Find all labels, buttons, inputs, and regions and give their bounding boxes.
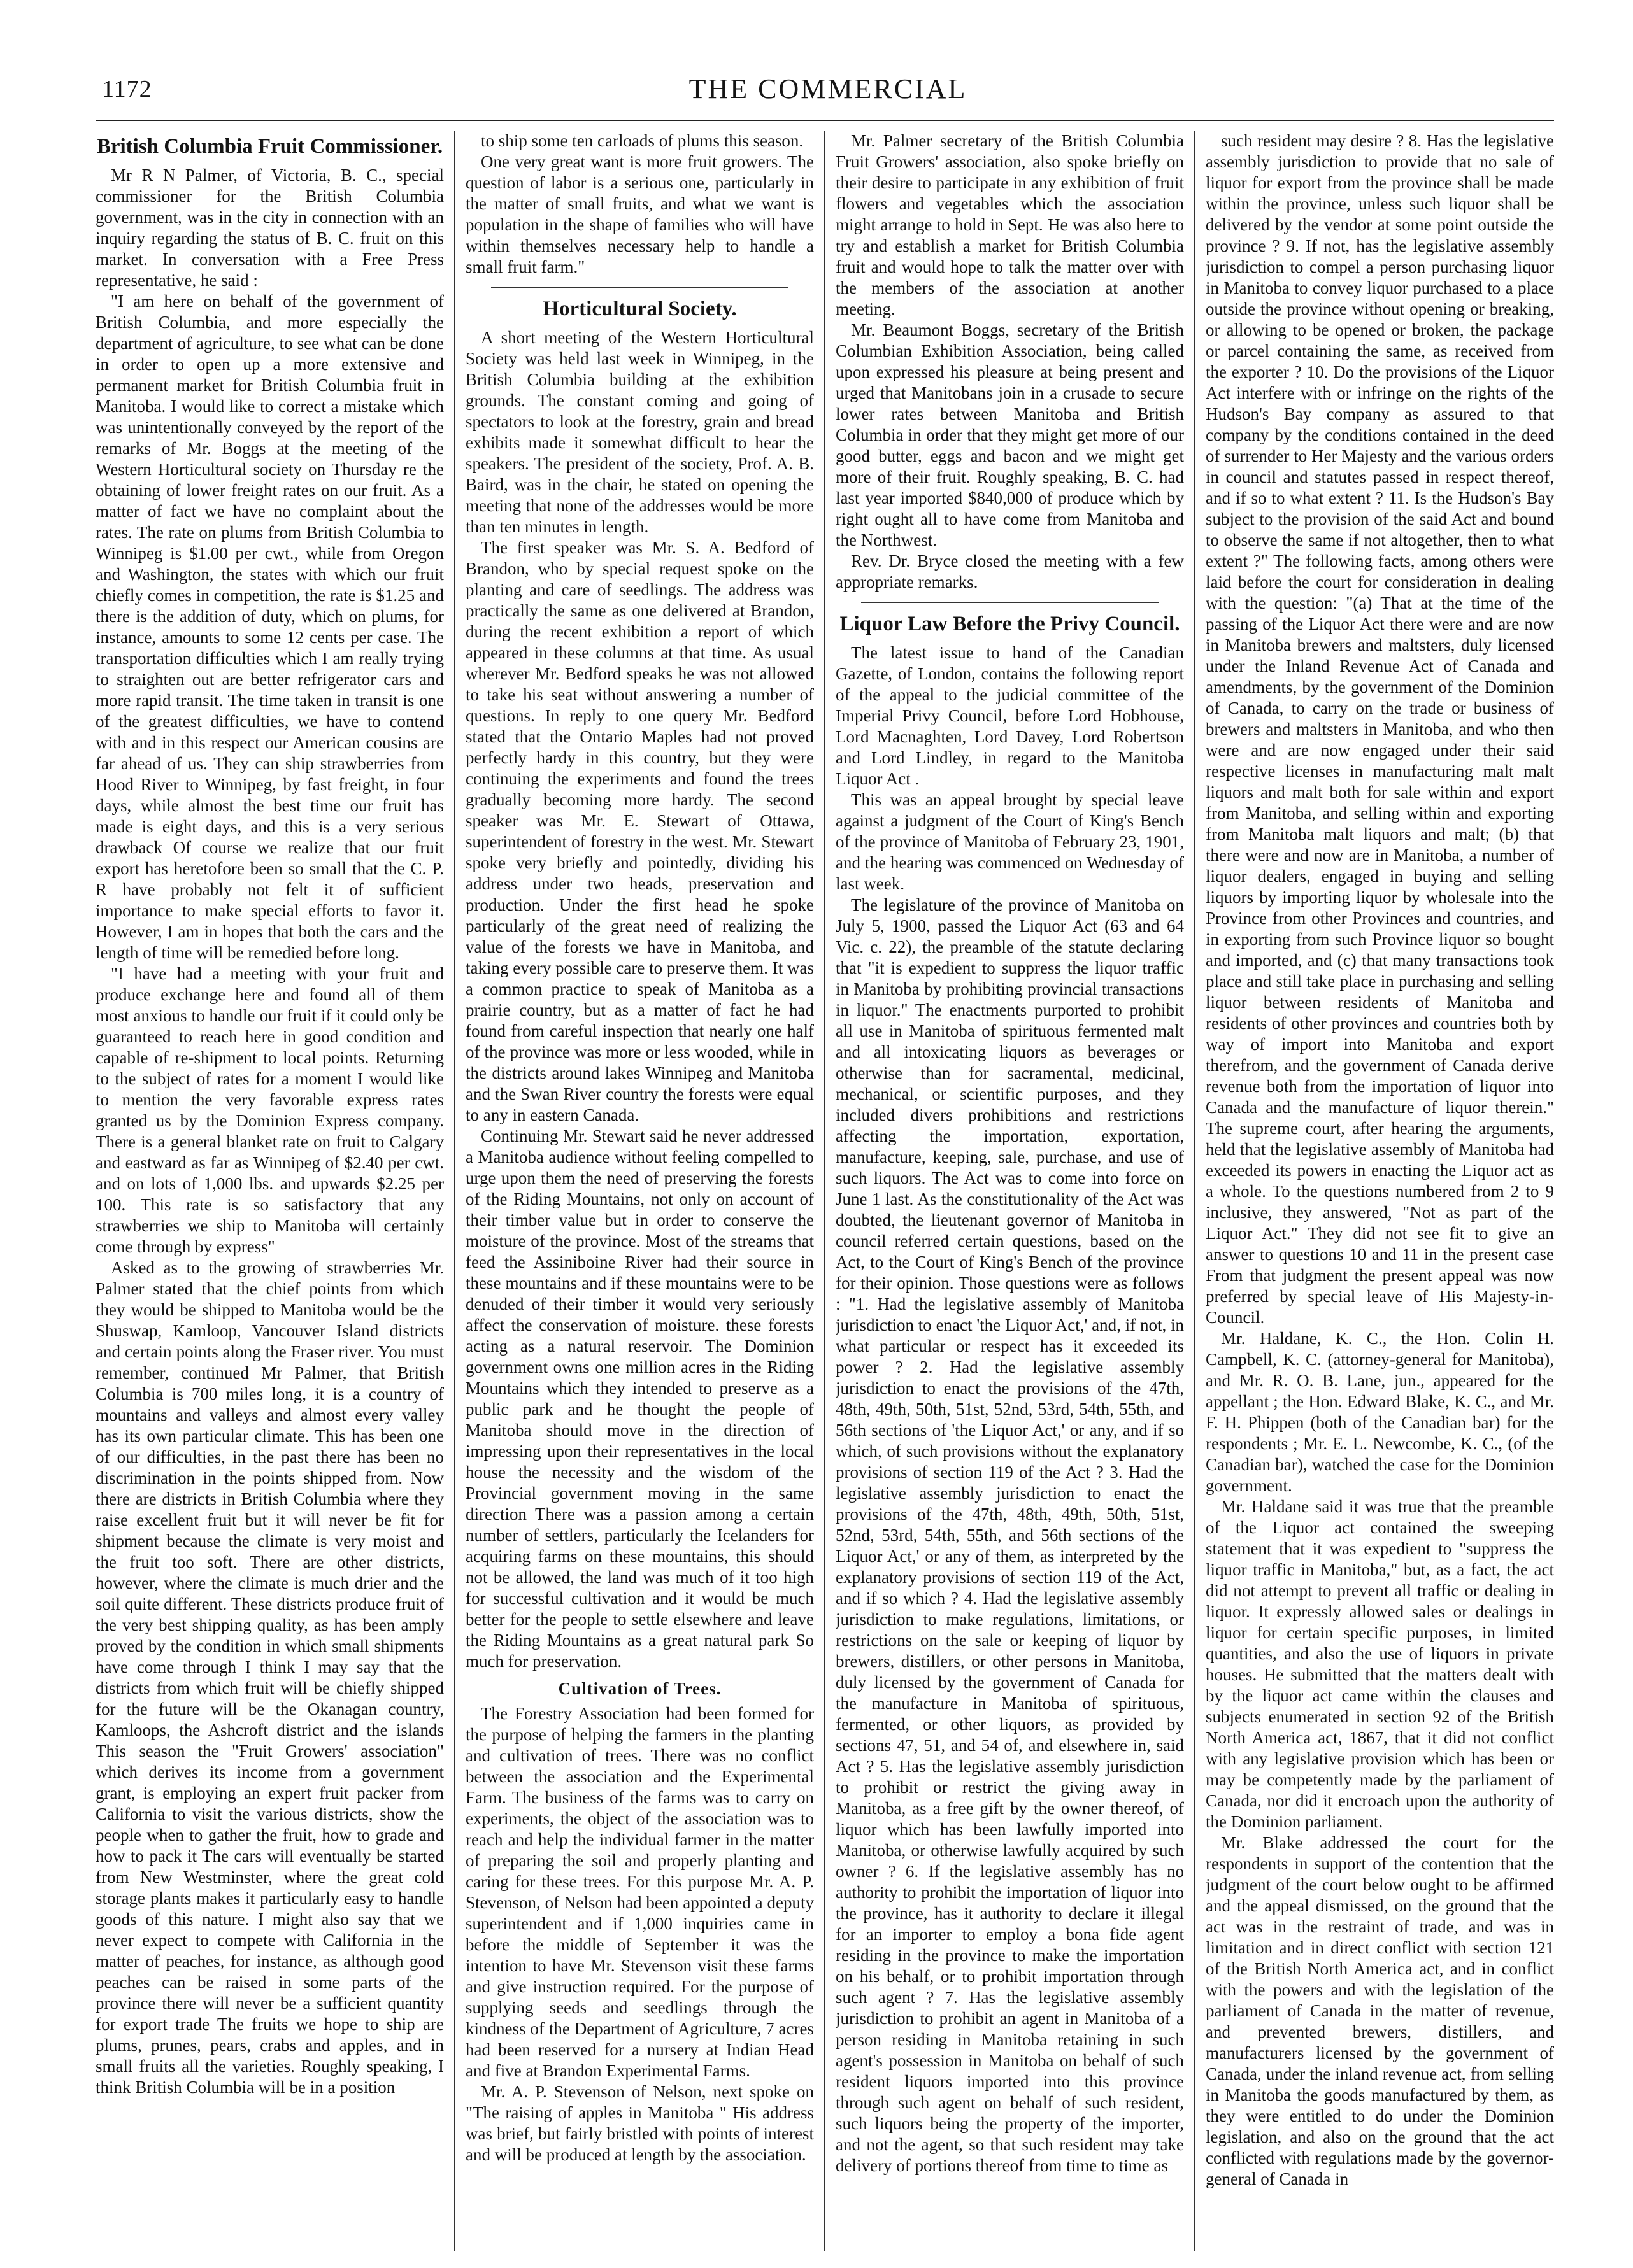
paragraph: such resident may desire ? 8. Has the legislative assembly jurisdiction to provide that no sale of liquor for export from the province shall be made within the province, unless such liquor shall be delivered by the vendor at some point outside the province ? 9. If not, has the legislative assembly jurisdiction to compel a person purchasing liquor in Manitoba to convey liquor purchased to a place outside the province without opening or breaking, or allowing to be opened or broken, the package or parcel containing the same, as received from the exporter ? 10. Do the provisions of the Liquor Act interfere with or infringe on the rights of the Hudson's Bay company as assured to that company by the conditions contained in the deed of surrender to Her Majesty and the various orders in council and statutes passed in respect thereof, and if so to what extent ? 11. Is the Hudson's Bay subject to the provision of the said Act and bound to observe the same if not altogether, then to what extent ?" The following facts, among others were laid before the court for consideration in dealing with the question: "(a) That at the time of the passing of the Liquor Act there were and are now in Manitoba brewers and maltsters, duly licensed under the Inland Revenue Act of Canada and amendments, by the government of the Dominion of Canada, to carry on the trade or business of brewers and maltsters in Manitoba, and who then were and are now engaged under their said respective licenses in manufacturing malt malt liquors and malt both for sale within and export from Manitoba, and selling within and exporting from Manitoba malt liquors and malt; (b) that there were and now are in Manitoba, a number of liquor dealers, engaged in buying and selling liquors by importing liquor by wholesale into the Province from other Provinces and countries, and in exporting from such Province liquor so bought and imported, and (c) that many transactions took place and still take place in purchasing and selling liquor between residents of Manitoba and residents of other provinces and countries both by way of import into Manitoba and export therefrom, and the government of Canada derive revenue both from the importation of liquor into Canada and the manufacture of liquor therein." The supreme court, after hearing the arguments, held that the legislative assembly of Manitoba had exceeded its powers in enacting the Liquor act as a whole. To the questions numbered from 2 to 9 inclusive, they answered, "Not as part of the Liquor Act." They did not see fit to give an answer to questions 10 and 11 in the present case From that judgment the present appeal was now preferred by special leave of His Majesty-in-Council.	[1206, 131, 1554, 1327]
paragraph: to ship some ten carloads of plums this season.	[481, 131, 804, 150]
column-2	[466, 131, 814, 2251]
header-rule	[96, 120, 1554, 121]
paragraph: "I have had a meeting with your fruit and produce exchange here and found all of them most anxious to handle our fruit if it could only be guaranteed to reach here in good condition and capable of re-shipment to local points. Returning to the subject of rates for a moment I would like to mention the very favorable express rates granted us by the Dominion Express company. There is a general blanket rate on fruit to Calgary and eastward as far as Winnipeg of $2.40 per cwt. and on lots of 1,000 lbs. and upwards $2.25 per 100. This rate is so satisfactory that any strawberries we ship to Manitoba will certainly come through by express"	[96, 964, 444, 1256]
paragraph: The Forestry Association had been formed for the purpose of helping the farmers in the planting and cultivation of trees. There was no conflict between the association and the Experimental Farm. The business of the farms was to carry on experiments, the object of the association was to reach and help the individual farmer in the matter of preparing the soil and properly planting and caring for these trees. For this purpose Mr. A. P. Stevenson, of Nelson had been appointed a deputy superintendent and if 1,000 inquiries came in before the middle of September it was the intention to have Mr. Stevenson visit these farms and give instruction required. For the purpose of supplying seeds and seedlings through the kindness of the Department of Agriculture, 7 acres had been reserved for a nursery at Indian Head and five at Brandon Experimental Farms.	[466, 1704, 814, 2080]
paragraph: "I am here on behalf of the government of British Columbia, and more especially the department of agriculture, to see what can be done in order to open up a more extensive and permanent market for British Columbia fruit in Manitoba. I would like to correct a mistake which was unintentionally conveyed by the report of the remarks of Mr. Boggs at the meeting of the Western Horticultural society on Thursday re the obtaining of lower freight rates on our fruit. As a matter of fact we have no complaint about the rates. The rate on plums from British Columbia to Winnipeg is $1.00 per cwt., while from Oregon and Washington, the states with which our fruit chiefly comes in competition, the rate is $1.25 and there is the addition of duty, which on plums, for instance, amounts to some 12 cents per case. The transportation difficulties which I am really trying to straighten out are better refrigerator cars and more rapid transit. The time taken in transit is one of the greatest difficulties, we have to contend with and in this respect our American cousins are far ahead of us. They can ship strawberries from Hood River to Winnipeg, by fast freight, in four days, while almost the best time our fruit has made is eight days, and this is a very serious drawback Of course we realize that our fruit export has heretofore been so small that the C. P. R have probably not felt it of sufficient importance to make special efforts to favor it. However, I am in hopes that both the cars and the length of time will be remedied before long.	[96, 292, 444, 962]
article-heading-fruit-commissioner: British Columbia Fruit Commissioner.	[96, 135, 443, 158]
section-divider	[861, 602, 1159, 603]
paragraph: One very great want is more fruit growers. The question of labor is a serious one, particularly in the matter of small fruits, and what we want is population in the shape of families who will have within themselves necessary help to handle a small fruit farm."	[466, 152, 814, 276]
paragraph: Asked as to the growing of strawberries Mr. Palmer stated that the chief points from which they would be shipped to Manitoba would be the Shuswap, Kamloop, Vancouver Island districts and certain points along the Fraser river. You must remember, continued Mr Palmer, that British Columbia is 700 miles long, it is a country of mountains and valleys and almost every valley has its own particular climate. This has been one of our difficulties, in the past there has been no discrimination in the points shipped from. Now there are districts in British Columbia where they raise excellent fruit but it will never be fit for shipment because the climate is very moist and the fruit too soft. There are other districts, however, where the climate is much drier and the soil quite different. These districts produce fruit of the very best shipping quality, as has been amply proved by the condition in which small shipments have come through I think I may say that the districts from which fruit will be chiefly shipped for the future will be the Okanagan country, Kamloops, the Ashcroft district and the islands This season the "Fruit Growers' association" which derives its income from a government grant, is employing an expert fruit packer from California to visit the various districts, show the people when to gather the fruit, how to grade and how to pack it The cars will eventually be started from New Westminster, where the great cold storage plants makes it particularly easy to handle goods of this nature. I might also say that we never expect to compete with California in the matter of peaches, for instance, as although good peaches can be raised in some parts of the province there will never be a sufficient quantity for export trade The fruits we hope to ship are plums, prunes, pears, crabs and apples, and in small fruits all the varieties. Roughly speaking, I think British Columbia will be in a position	[96, 1258, 444, 2097]
paragraph: Mr R N Palmer, of Victoria, B. C., special commissioner for the British Columbia government, was in the city in connection with an inquiry regarding the status of B. C. fruit on this market. In conversation with a Free Press representative, he said :	[96, 166, 444, 290]
paragraph: Mr. A. P. Stevenson of Nelson, next spoke on "The raising of apples in Manitoba " His address was brief, but fairly bristled with points of interest and will be produced at length by the association.	[466, 2082, 814, 2164]
page-header	[96, 69, 1560, 113]
paragraph: Mr. Palmer secretary of the British Columbia Fruit Growers' association, also spoke briefly on their desire to participate in any exhibition of fruit flowers and vegetables which the association might arrange to hold in Sept. He was also here to try and establish a market for British Columbia fruit and would hope to talk the matter over with the members of the association at another meeting.	[836, 131, 1184, 318]
page-number: 1172	[102, 76, 152, 103]
subheading-cultivation-of-trees: Cultivation of Trees.	[558, 1679, 722, 1698]
paragraph: The latest issue to hand of the Canadian Gazette, of London, contains the following report of the appeal to the judicial committee of the Imperial Privy Council, before Lord Hobhouse, Lord Macnaghten, Lord Davey, Lord Robertson and Lord Lindley, in regard to the Manitoba Liquor Act .	[836, 643, 1184, 788]
column-3	[836, 131, 1184, 2251]
paragraph: The legislature of the province of Manitoba on July 5, 1900, passed the Liquor Act (63 and 64 Vic. c. 22), the preamble of the statute declaring that "it is expedient to suppress the liquor traffic in Manitoba by prohibiting provincial transactions in liquor." The enactments purported to prohibit all use in Manitoba of spirituous fermented malt and all intoxicating liquors as beverages or otherwise than for sacramental, medicinal, mechanical, or scientific purposes, and they included divers prohibitions and restrictions affecting the importation, exportation, manufacture, keeping, sale, purchase, and use of such liquors. The Act was to come into force on June 1 last. As the constitutionality of the Act was doubted, the lieutenant governor of Manitoba in council referred certain questions, based on the Act, to the Court of King's Bench of the province for their opinion. Those questions were as follows : "1. Had the legislative assembly of Manitoba jurisdiction to enact 'the Liquor Act,' and, if not, in what particular or respect has it exceeded its power ? 2. Had the legislative assembly jurisdiction to enact the provisions of the 47th, 48th, 49th, 50th, 51st, 52nd, 53rd, 54th, 55th, and 56th sections of 'the Liquor Act,' or any, and if so which, of such provisions without the explanatory provisions of section 119 of the Act ? 3. Had the legislative assembly jurisdiction to enact the provisions of the 47th, 48th, 49th, 50th, 51st, 52nd, 53rd, 54th, 55th, and 56th sections of the Liquor Act,' or any of them, as interpreted by the explanatory provisions of section 119 of the Act, and if so which ? 4. Had the legislative assembly jurisdiction to make regulations, limitations, or restrictions on the sale or keeping of liquor by brewers, distillers, or other persons in Manitoba, duly licensed by the government of Canada for the manufacture in Manitoba of spirituous, fermented, or other liquors, as provided by sections 47, 51, and 54 of, and elsewhere in, said Act ? 5. Has the legislative assembly jurisdiction to prohibit or restrict the giving away in Manitoba, as a free gift by the owner thereof, of liquor which has been lawfully imported into Manitoba, or otherwise lawfully acquired by such owner ? 6. If the legislative assembly has no authority to prohibit the importation of liquor into the province, has it authority to declare it illegal for an importer to employ a bona fide agent residing in the province to make the importation on his behalf, or to prohibit importation through such agent ? 7. Has the legislative assembly jurisdiction to prohibit an agent in Manitoba of a person residing in Manitoba retaining in such agent's possession in Manitoba on behalf of such resident liquors imported into this province through such agent on behalf of such resident, such liquors being the property of the importer, and not the agent, so that such resident may take delivery of portions thereof from time to time as	[836, 895, 1184, 2175]
paragraph: This was an appeal brought by special leave against a judgment of the Court of King's Bench of the province of Manitoba of February 23, 1901, and the hearing was commenced on Wednesday of last week.	[836, 790, 1184, 893]
column-divider	[454, 131, 455, 2251]
article-columns	[96, 131, 1554, 2251]
section-divider	[491, 287, 788, 288]
article-heading-liquor-law: Liquor Law Before the Privy Council.	[839, 613, 1180, 635]
paragraph: Mr. Beaumont Boggs, secretary of the British Columbian Exhibition Association, being called upon expressed his pleasure at being present and urged that Manitobans join in a crusade to secure lower rates between Manitoba and British Columbia in order that they might get more of our good butter, eggs and bacon and we might get more of their fruit. Roughly speaking, B. C. had last year imported $840,000 of produce which by right ought all to have come from Manitoba and the Northwest.	[836, 320, 1184, 549]
paragraph: Rev. Dr. Bryce closed the meeting with a few appropriate remarks.	[836, 551, 1184, 592]
article-heading-horticultural-society: Horticultural Society.	[543, 297, 737, 320]
paragraph: Mr. Haldane, K. C., the Hon. Colin H. Campbell, K. C. (attorney-general for Manitoba), and Mr. R. O. B. Lane, jun., appeared for the appellant ; the Hon. Edward Blake, K. C., and Mr. F. H. Phippen (both of the Canadian bar) for the respondents ; Mr. E. L. Newcombe, K. C., (of the Canadian bar), watched the case for the Dominion government.	[1206, 1329, 1554, 1495]
column-divider	[1194, 131, 1195, 2251]
paragraph: Mr. Blake addressed the court for the respondents in support of the contention that the judgment of the court below ought to be affirmed and the appeal dismissed, on the ground that the act was in the restraint of trade, and was in limitation and in direct conflict with section 121 of the British North America act, and in conflict with the powers and with the legislation of the parliament of Canada in the matter of revenue, and prevented brewers, distillers, and manufacturers licensed by the government of Canada, under the inland revenue act, from selling in Manitoba the goods manufactured by them, as they were entitled to do under the Dominion legislation, and also on the ground that the act conflicted with regulations made by the governor-general of Canada in	[1206, 1833, 1554, 2188]
journal-title: THE COMMERCIAL	[688, 73, 967, 104]
column-4	[1206, 131, 1554, 2251]
paragraph: Continuing Mr. Stewart said he never addressed a Manitoba audience without feeling compelled to urge upon them the need of preserving the forests of the Riding Mountains, not only on account of their timber value but in order to conserve the moisture of the province. Most of the streams that feed the Assiniboine River had their source in these mountains and if these mountains were to be denuded of their timber it would very seriously affect the conservation of moisture. these forests acting as a natural reservoir. The Dominion government owns one million acres in the Riding Mountains which they intended to preserve as a public park and he thought the people of Manitoba should move in the direction of impressing upon their representatives in the local house the necessity and the wisdom of the Provincial government moving in the same direction There was a passion among a certain number of settlers, particularly the Icelanders for acquiring farms on these mountains, this should not be allowed, the land was much of it too high for successful cultivation and it would be much better for the people to settle elsewhere and leave the Riding Mountains as a great natural park So much for preservation.	[466, 1126, 814, 1671]
paragraph: Mr. Haldane said it was true that the preamble of the Liquor act contained the sweeping statement that it was expedient to "suppress the liquor traffic in Manitoba," but, as a fact, the act did not attempt to prevent all traffic or dealing in liquor. It expressly allowed sales or dealings in liquor for certain specific purposes, in limited quantities, and also the use of liquors in private houses. He submitted that the matters dealt with by the liquor act came within the clauses and subjects enumerated in section 92 of the British North America act, 1867, that it did not conflict with any legislative provision which has been or may be competently made by the parliament of Canada, nor did it encroach upon the authority of the Dominion parliament.	[1206, 1497, 1554, 1831]
paragraph: The first speaker was Mr. S. A. Bedford of Brandon, who by special request spoke on the planting and care of seedlings. The address was practically the same as one delivered at Brandon, during the recent exhibition a report of which appeared in these columns at that time. As usual wherever Mr. Bedford speaks he was not allowed to take his seat without answering a number of questions. In reply to one query Mr. Bedford stated that the Ontario Maples had not proved perfectly hardy in this country, but they were continuing the experiments and found the trees gradually becoming more hardy. The second speaker was Mr. E. Stewart of Ottawa, superintendent of forestry in the west. Mr. Stewart spoke very briefly and pointedly, dividing his address under two heads, preservation and production. Under the first head he spoke particularly of the great need of realizing the value of the forests we have in Manitoba, and taking every possible care to preserve them. It was a common practice to speak of Manitoba as a prairie country, but as a matter of fact he had found from careful inspection that nearly one half of the province was more or less wooded, while in the districts around lakes Winnipeg and Manitoba and the Swan River country the forests were equal to any in eastern Canada.	[466, 538, 814, 1124]
column-1	[96, 131, 444, 2251]
column-divider	[824, 131, 825, 2251]
paragraph: A short meeting of the Western Horticultural Society was held last week in Winnipeg, in the British Columbia building at the exhibition grounds. The constant coming and going of spectators to look at the forestry, grain and bread exhibits made it somewhat difficult to hear the speakers. The president of the society, Prof. A. B. Baird, was in the chair, he stated on opening the meeting that none of the addresses would be more than ten minutes in length.	[466, 328, 814, 536]
